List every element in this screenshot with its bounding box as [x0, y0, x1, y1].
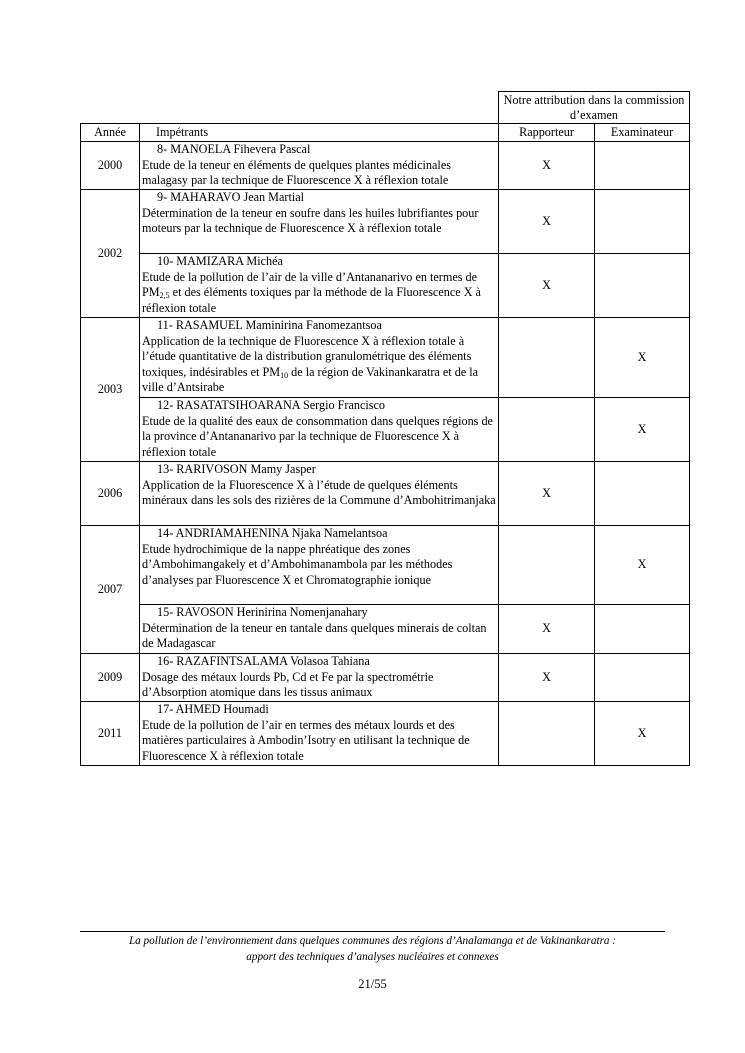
page-number: 21/55: [358, 977, 387, 991]
candidate-name: 17- AHMED Houmadi: [157, 702, 269, 716]
year-cell: 2009: [81, 654, 140, 702]
table-row: [81, 654, 690, 702]
table-row: [81, 142, 690, 190]
candidate-cell: [140, 142, 499, 190]
table-row: [81, 190, 690, 254]
thesis-title: Etude de la qualité des eaux de consommation dans quelques régions de la province d’Antananarivo par la technique de Fluorescence X à réflexion totale: [142, 413, 493, 459]
thesis-supervision-table: [80, 91, 690, 766]
candidate-name: 15- RAVOSON Herinirina Nomenjanahary: [157, 605, 368, 619]
year-column-header: Année: [81, 124, 140, 142]
rapporteur-mark: [499, 398, 595, 462]
table-row: [81, 318, 690, 398]
table-row: [81, 605, 690, 654]
candidate-cell: [140, 398, 499, 462]
examinateur-mark: [595, 142, 690, 190]
candidate-name: 12- RASATATSIHOARANA Sergio Francisco: [157, 398, 385, 412]
thesis-title: Application de la Fluorescence X à l’étude de quelques éléments minéraux dans les sols des rizières de la Commune d’Ambohitrimanjaka: [142, 477, 496, 508]
table-row: [81, 254, 690, 318]
thesis-title: Etude hydrochimique de la nappe phréatique des zones d’Ambohimangakely et d’Ambohimanambola par les méthodes d’analyses par Fluorescence X et Chromatographie ionique: [142, 541, 453, 587]
candidate-cell: [140, 462, 499, 526]
candidate-cell: [140, 654, 499, 702]
rapporteur-column-header: Rapporteur: [499, 124, 595, 142]
examinateur-mark: [595, 605, 690, 654]
table-group-header-row: [81, 92, 690, 124]
examinateur-column-header: Examinateur: [595, 124, 690, 142]
thesis-title: Etude de la pollution de l’air de la ville d’Antananarivo en termes de $PM_{2,5}$ et des éléments toxiques par la méthode de la Fluorescence X à réflexion totale: [142, 269, 481, 315]
rapporteur-mark: X: [499, 142, 595, 190]
rapporteur-mark: [499, 526, 595, 605]
thesis-title: Détermination de la teneur en tantale dans quelques minerais de coltan de Madagascar: [142, 620, 487, 651]
candidate-name: 10- MAMIZARA Michéa: [157, 254, 283, 268]
table-column-header-row: [81, 124, 690, 142]
blank-header-cell: [81, 92, 499, 124]
candidate-cell: [140, 702, 499, 766]
table-row: [81, 462, 690, 526]
thesis-title: Détermination de la teneur en soufre dans les huiles lubrifiantes pour moteurs par la technique de Fluorescence X à réflexion totale: [142, 205, 479, 236]
rapporteur-mark: X: [499, 190, 595, 254]
candidate-name: 14- ANDRIAMAHENINA Njaka Namelantsoa: [157, 526, 388, 540]
examinateur-mark: X: [595, 702, 690, 766]
examinateur-mark: X: [595, 398, 690, 462]
table-row: [81, 702, 690, 766]
year-cell: 2002: [81, 190, 140, 318]
examinateur-mark: [595, 190, 690, 254]
examinateur-mark: [595, 654, 690, 702]
candidate-name: 13- RARIVOSON Mamy Jasper: [157, 462, 316, 476]
commission-role-header: Notre attribution dans la commission d’examen: [499, 92, 690, 124]
table-row: [81, 398, 690, 462]
page-footer: [80, 931, 665, 965]
thesis-title: Etude de la teneur en éléments de quelques plantes médicinales malagasy par la technique de Fluorescence X à réflexion totale: [142, 157, 451, 188]
rapporteur-mark: [499, 318, 595, 398]
footer-line-1: La pollution de l’environnement dans quelques communes des régions d’Analamanga et de Vakinankaratra :: [128, 935, 617, 947]
candidate-cell: [140, 190, 499, 254]
year-cell: 2003: [81, 318, 140, 462]
year-cell: 2007: [81, 526, 140, 654]
candidate-cell: [140, 318, 499, 398]
candidate-name: 8- MANOELA Fihevera Pascal: [157, 142, 311, 156]
thesis-title: Application de la technique de Fluorescence X à réflexion totale à l’étude quantitative de la distribution granulométrique des éléments toxiques, indésirables et $PM_{10}$ de la région de Vakinankaratra et de la ville d’Antsirabe: [142, 333, 479, 395]
rapporteur-mark: X: [499, 605, 595, 654]
candidate-cell: [140, 526, 499, 605]
thesis-title: Etude de la pollution de l’air en termes des métaux lourds et des matières particulaires à Ambodin’Isotry en utilisant la technique de Fluorescence X à réflexion totale: [142, 717, 470, 763]
examinateur-mark: [595, 462, 690, 526]
examinateur-mark: [595, 254, 690, 318]
table-row: [81, 526, 690, 605]
rapporteur-mark: X: [499, 654, 595, 702]
rapporteur-mark: [499, 702, 595, 766]
candidates-column-header: Impétrants: [140, 124, 499, 142]
candidate-name: 11- RASAMUEL Maminirina Fanomezantsoa: [157, 318, 382, 332]
footer-line-2: apport des techniques d’analyses nucléaires et connexes: [246, 950, 499, 963]
candidate-name: 9- MAHARAVO Jean Martial: [157, 190, 305, 204]
year-cell: 2006: [81, 462, 140, 526]
candidate-name: 16- RAZAFINTSALAMA Volasoa Tahiana: [157, 654, 370, 668]
examinateur-mark: X: [595, 526, 690, 605]
thesis-title: Dosage des métaux lourds Pb, Cd et Fe par la spectrométrie d’Absorption atomique dans les tissus animaux: [142, 669, 434, 700]
candidate-cell: [140, 254, 499, 318]
year-cell: 2000: [81, 142, 140, 190]
rapporteur-mark: X: [499, 462, 595, 526]
rapporteur-mark: X: [499, 254, 595, 318]
candidate-cell: [140, 605, 499, 654]
examinateur-mark: X: [595, 318, 690, 398]
year-cell: 2011: [81, 702, 140, 766]
